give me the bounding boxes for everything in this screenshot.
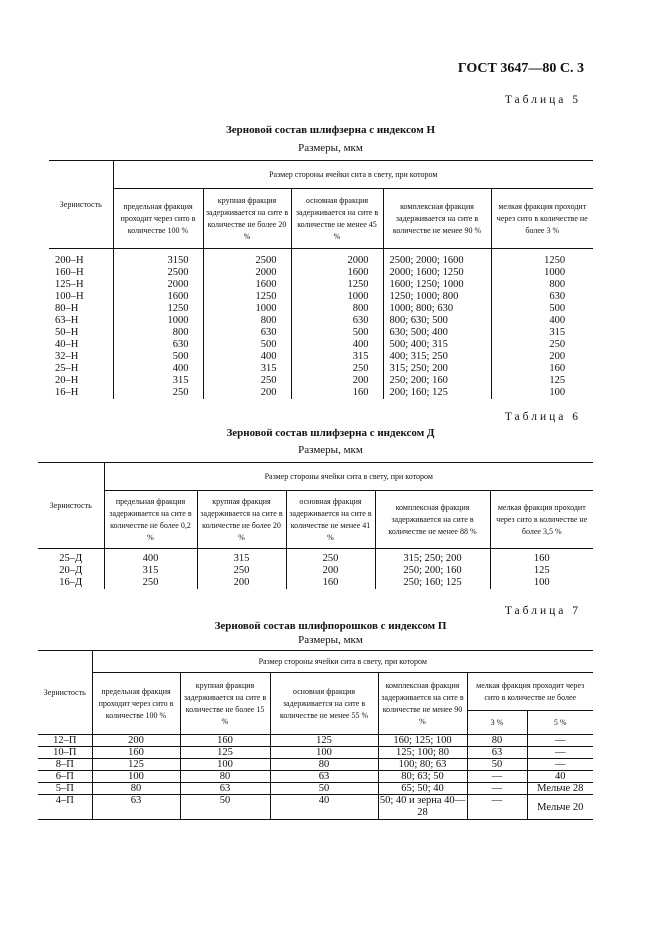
table6-col-2: крупная фракция задерживается на сите в количестве не более 20 %	[197, 491, 286, 549]
table6-cell: 250	[104, 577, 197, 589]
table6-cell: 250	[286, 549, 375, 566]
table7-cell: 12–П	[38, 735, 92, 747]
table7-col-grain: Зернистость	[38, 651, 92, 735]
table5-row	[49, 339, 593, 351]
table6-cell: 160	[490, 549, 593, 566]
table7-cell: 8–П	[38, 759, 92, 771]
table5-cell: 500	[491, 303, 593, 315]
table5-cell: 1250; 1000; 800	[383, 291, 491, 303]
table5-cell: 40–Н	[55, 339, 79, 350]
table6-col-5: мелкая фракция проходит через сито в количестве не более 3,5 %	[490, 491, 593, 549]
table5-cell: 630	[113, 339, 203, 351]
table7-cell: 100	[270, 747, 378, 759]
table7-cell: Мельче 28	[527, 783, 593, 795]
table5-cell: 630	[291, 315, 383, 327]
table5-cell: 250	[113, 387, 203, 399]
table5-cell: 100–Н	[55, 291, 84, 302]
table5-cell: 16–Н	[55, 387, 79, 398]
table7-cell: 80	[467, 735, 527, 747]
table6	[38, 462, 593, 589]
table5-cell: 1000	[203, 303, 291, 315]
table7-cell: 80	[180, 771, 270, 783]
table5-row	[49, 315, 593, 327]
table7-cell: 80	[270, 759, 378, 771]
table6-cell: 400	[104, 549, 197, 566]
table5-cell: 315	[203, 363, 291, 375]
table6-row	[38, 549, 593, 566]
table5-cell: 400	[203, 351, 291, 363]
table7-cell: —	[527, 747, 593, 759]
table5-cell: 630; 500; 400	[383, 327, 491, 339]
table5-col-1: предельная фракция проходит через сито в количестве 100 %	[113, 189, 203, 249]
table5-cell: 800; 630; 500	[383, 315, 491, 327]
table5-cell: 315	[113, 375, 203, 387]
table5-cell: 630	[203, 327, 291, 339]
table7-fine-sub-2: 5 %	[527, 711, 593, 735]
table6-col-grain: Зернистость	[49, 500, 92, 510]
table7-cell: 50	[467, 759, 527, 771]
table5-cell: 800	[113, 327, 203, 339]
table7-label: Таблица 7	[504, 605, 581, 617]
table5-cell: 1250	[291, 279, 383, 291]
table5-cell: 160	[291, 387, 383, 399]
table5-col-3: основная фракция задерживается на сите в количестве не менее 45 %	[291, 189, 383, 249]
table5-cell: 3150	[113, 249, 203, 268]
table7-cell: —	[467, 795, 527, 820]
table6-cell: 315	[104, 565, 197, 577]
table6-cell: 125	[490, 565, 593, 577]
table5-cell: 315	[291, 351, 383, 363]
table5-cell: 2500	[113, 267, 203, 279]
table7-cell: 125	[180, 747, 270, 759]
table5	[49, 160, 593, 399]
table5-row	[49, 249, 593, 268]
table6-col-4: комплексная фракция задерживается на сите в количестве не менее 88 %	[375, 491, 490, 549]
table7	[38, 650, 593, 820]
table6-cell: 250; 200; 160	[375, 565, 490, 577]
table7-cell: 100	[92, 771, 180, 783]
table7-col-3: основная фракция задерживается на сите в количестве не менее 55 %	[270, 673, 378, 735]
table5-cell: 200; 160; 125	[383, 387, 491, 399]
table6-cell: 315; 250; 200	[375, 549, 490, 566]
table5-cell: 250	[291, 363, 383, 375]
table5-cell: 1250	[203, 291, 291, 303]
table6-title: Зерновой состав шлифзерна с индексом Д	[226, 427, 435, 439]
table5-cell: 20–Н	[55, 375, 79, 386]
table6-cell: 16–Д	[59, 577, 83, 588]
table7-cell: 65; 50; 40	[378, 783, 467, 795]
table7-cell: 50; 40 и зерна 40—28	[379, 795, 466, 818]
table6-cell: 250	[197, 565, 286, 577]
table5-col-grain: Зернистость	[59, 199, 102, 209]
table5-cell: 1600	[113, 291, 203, 303]
table7-title: Зерновой состав шлифпорошков с индексом П	[214, 620, 447, 632]
table5-cell: 1600	[203, 279, 291, 291]
table5-cell: 200–Н	[55, 255, 84, 266]
table5-cell: 80–Н	[55, 303, 79, 314]
table5-row	[49, 291, 593, 303]
table7-cell: —	[527, 735, 593, 747]
table7-row	[38, 735, 593, 747]
table5-cell: 500	[113, 351, 203, 363]
table5-cell: 250; 200; 160	[383, 375, 491, 387]
table5-cell: 100	[491, 387, 593, 399]
table7-cell: 50	[180, 795, 270, 820]
table7-group-header: Размер стороны ячейки сита в свету, при котором	[92, 651, 593, 673]
table5-cell: 1000	[491, 267, 593, 279]
table5-cell: 800	[203, 315, 291, 327]
table7-cell: 6–П	[38, 771, 92, 783]
table5-cell: 400	[491, 315, 593, 327]
table5-cell: 2000	[203, 267, 291, 279]
table6-cell: 315	[197, 549, 286, 566]
table6-label: Таблица 6	[504, 411, 581, 423]
table6-col-3: основная фракция задерживается на сите в количестве не менее 41 %	[286, 491, 375, 549]
table5-cell: 160–Н	[55, 267, 84, 278]
table5-row	[49, 303, 593, 315]
table7-row	[38, 771, 593, 783]
table5-col-2: крупная фракция задерживается на сите в количестве не более 20 %	[203, 189, 291, 249]
table6-cell: 200	[286, 565, 375, 577]
table5-group-header: Размер стороны ячейки сита в свету, при котором	[113, 161, 593, 189]
table5-row	[49, 375, 593, 387]
table6-cell: 20–Д	[59, 565, 83, 576]
table5-cell: 250	[491, 339, 593, 351]
table6-cell: 250; 160; 125	[375, 577, 490, 589]
table5-label: Таблица 5	[504, 94, 581, 106]
table7-cell: 40	[527, 771, 593, 783]
table5-cell: 1000	[291, 291, 383, 303]
table7-col-1: предельная фракция проходит через сито в количестве 100 %	[92, 673, 180, 735]
table5-cell: 500	[291, 327, 383, 339]
table7-cell: —	[467, 771, 527, 783]
table5-cell: 1600	[291, 267, 383, 279]
table5-cell: 2500	[203, 249, 291, 268]
table7-row	[38, 783, 593, 795]
table7-cell: 10–П	[38, 747, 92, 759]
table5-row	[49, 279, 593, 291]
table6-cell: 160	[286, 577, 375, 589]
table5-cell: 400; 315; 250	[383, 351, 491, 363]
table5-cell: 1600; 1250; 1000	[383, 279, 491, 291]
table7-cell: 100	[180, 759, 270, 771]
table7-row	[38, 795, 593, 820]
table7-cell: 80; 63; 50	[378, 771, 467, 783]
table5-cell: 2500; 2000; 1600	[383, 249, 491, 268]
table5-cell: 1250	[113, 303, 203, 315]
table7-cell: —	[527, 759, 593, 771]
table5-col-5: мелкая фракция проходит через сито в количестве не более 3 %	[491, 189, 593, 249]
table7-cell: 125	[92, 759, 180, 771]
table6-group-header: Размер стороны ячейки сита в свету, при котором	[104, 463, 593, 491]
table6-units: Размеры, мкм	[298, 444, 363, 456]
table5-row	[49, 351, 593, 363]
table5-cell: 1000; 800; 630	[383, 303, 491, 315]
table5-units: Размеры, мкм	[298, 142, 363, 154]
table7-cell: 200	[92, 735, 180, 747]
table7-fine-sub-1: 3 %	[467, 711, 527, 735]
table5-cell: 200	[291, 375, 383, 387]
table5-cell: 25–Н	[55, 363, 79, 374]
table7-cell: 160	[180, 735, 270, 747]
table5-cell: 630	[491, 291, 593, 303]
table5-cell: 200	[203, 387, 291, 399]
table6-row	[38, 577, 593, 589]
table5-row	[49, 327, 593, 339]
table5-title: Зерновой состав шлифзерна с индексом Н	[225, 124, 436, 136]
table5-cell: 250	[203, 375, 291, 387]
table7-units: Размеры, мкм	[298, 634, 363, 646]
table5-cell: 315; 250; 200	[383, 363, 491, 375]
table7-col-4: комплексная фракция задерживается на сите в количестве не менее 90 %	[378, 673, 467, 735]
table7-cell: —	[467, 783, 527, 795]
table7-cell: 50	[270, 783, 378, 795]
table5-cell: 160	[491, 363, 593, 375]
table7-cell: 63	[92, 795, 180, 820]
table7-cell: 100; 80; 63	[378, 759, 467, 771]
table5-cell: 315	[491, 327, 593, 339]
table7-cell: Мельче 20	[527, 795, 593, 820]
table5-cell: 125	[491, 375, 593, 387]
table7-col-2: крупная фракция задерживается на сите в количестве не более 15 %	[180, 673, 270, 735]
table6-cell: 25–Д	[59, 553, 83, 564]
table6-cell: 200	[197, 577, 286, 589]
table5-row	[49, 363, 593, 375]
table6-col-1: предельная фракция задерживается на сите в количестве не более 0,2 %	[104, 491, 197, 549]
table5-cell: 125–Н	[55, 279, 84, 290]
table5-cell: 500	[203, 339, 291, 351]
table6-row	[38, 565, 593, 577]
table5-cell: 63–Н	[55, 315, 79, 326]
table5-cell: 500; 400; 315	[383, 339, 491, 351]
table7-cell: 4–П	[38, 795, 92, 820]
table7-cell: 63	[270, 771, 378, 783]
table6-cell: 100	[490, 577, 593, 589]
table5-cell: 800	[291, 303, 383, 315]
table5-cell: 2000	[113, 279, 203, 291]
table5-row	[49, 387, 593, 399]
table7-cell: 160; 125; 100	[378, 735, 467, 747]
table5-cell: 1000	[113, 315, 203, 327]
table7-cell: 5–П	[38, 783, 92, 795]
table5-cell: 200	[491, 351, 593, 363]
table7-cell: 80	[92, 783, 180, 795]
table7-cell: 63	[180, 783, 270, 795]
table5-cell: 2000	[291, 249, 383, 268]
table5-col-4: комплексная фракция задерживается на сите в количестве не менее 90 %	[383, 189, 491, 249]
table7-row	[38, 759, 593, 771]
table5-cell: 400	[113, 363, 203, 375]
table5-cell: 1250	[491, 249, 593, 268]
table7-cell: 125; 100; 80	[378, 747, 467, 759]
table7-cell: 125	[270, 735, 378, 747]
table5-cell: 400	[291, 339, 383, 351]
table7-row	[38, 747, 593, 759]
table7-cell: 40	[270, 795, 378, 820]
table7-fine-header: мелкая фракция проходит через сито в количестве не более	[467, 673, 593, 711]
table7-cell: 63	[467, 747, 527, 759]
table5-row	[49, 267, 593, 279]
table5-cell: 50–Н	[55, 327, 79, 338]
table5-cell: 800	[491, 279, 593, 291]
page-header: ГОСТ 3647—80 С. 3	[457, 61, 584, 76]
table5-cell: 32–Н	[55, 351, 79, 362]
table5-cell: 2000; 1600; 1250	[383, 267, 491, 279]
table7-cell: 160	[92, 747, 180, 759]
